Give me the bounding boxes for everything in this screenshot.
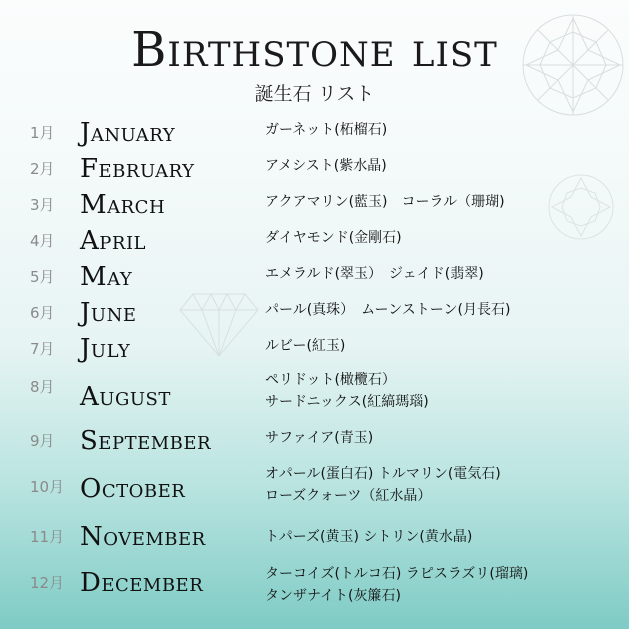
month-name: May (80, 262, 133, 292)
gem-small-top-view-icon (546, 172, 616, 242)
month-name: August (80, 382, 171, 412)
month-name: November (80, 522, 206, 552)
page-title: Birthstone list (131, 22, 498, 78)
stone-line: サファイア(青玉) (265, 430, 374, 446)
stone-line: トパーズ(黄玉) シトリン(黄水晶) (265, 529, 473, 545)
month-name: March (80, 190, 166, 220)
month-number: 11月 (30, 528, 65, 546)
gem-side-view-icon (178, 290, 260, 360)
stone-line: ルビー(紅玉) (265, 338, 346, 354)
month-number: 2月 (30, 160, 55, 178)
month-number: 5月 (30, 268, 55, 286)
stone-line: ガーネット(柘榴石) (265, 122, 388, 138)
month-name: July (80, 334, 131, 364)
month-number: 4月 (30, 232, 55, 250)
month-number: 6月 (30, 304, 55, 322)
stone-line: オパール(蛋白石) トルマリン(電気石) (265, 466, 501, 482)
page-subtitle: 誕生石 リスト (254, 83, 375, 105)
month-number: 9月 (30, 432, 55, 450)
month-number: 12月 (30, 574, 65, 592)
stone-line: ターコイズ(トルコ石) ラピスラズリ(瑠璃) (265, 566, 529, 582)
month-number: 10月 (30, 478, 65, 496)
stone-line: ローズクォーツ（紅水晶） (265, 488, 432, 504)
stone-line: アメシスト(紫水晶) (265, 158, 387, 174)
stone-line: パール(真珠） ムーンストーン(月長石) (265, 302, 511, 318)
stone-line: タンザナイト(灰簾石) (265, 588, 401, 604)
month-name: February (80, 154, 195, 184)
month-name: September (80, 426, 212, 456)
month-number: 7月 (30, 340, 55, 358)
stone-line: アクアマリン(藍玉) コーラル（珊瑚) (265, 194, 505, 210)
month-name: January (80, 118, 176, 148)
stone-line: ペリドット(橄欖石） (265, 372, 396, 388)
month-name: December (80, 568, 204, 598)
month-name: June (80, 298, 137, 328)
stone-line: ダイヤモンド(金剛石) (265, 230, 402, 246)
month-name: April (80, 226, 147, 256)
month-number: 8月 (30, 378, 55, 396)
month-number: 3月 (30, 196, 55, 214)
stone-line: エメラルド(翠玉） ジェイド(翡翠) (265, 266, 484, 282)
stone-line: サードニックス(紅縞瑪瑙) (265, 394, 429, 410)
month-number: 1月 (30, 124, 55, 142)
month-name: October (80, 474, 186, 504)
